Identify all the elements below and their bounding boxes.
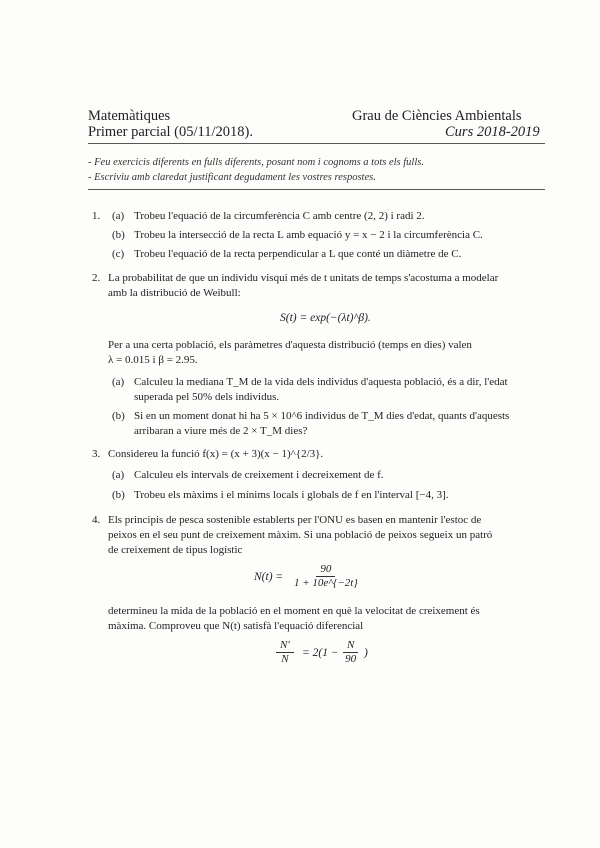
- problem-1c-text: Trobeu l'equació de la recta perpendicular a L que conté un diàmetre de C.: [134, 248, 462, 260]
- header-rule-top: [88, 143, 545, 144]
- problem-2b-line-1: Si en un moment donat hi ha 5 × 10^6 individus de T_M dies d'edat, quants d'aquests: [134, 410, 510, 422]
- ode-lhs-numerator: N′: [276, 639, 294, 653]
- problem-4-intro-line-3: de creixement de tipus logístic: [108, 544, 243, 556]
- problem-3a-label: (a): [112, 469, 125, 481]
- problem-4-intro-line-1: Els principis de pesca sostenible establerts per l'ONU es basen en mantenir l'estoc de: [108, 514, 482, 526]
- degree-title: Grau de Ciències Ambientals: [352, 108, 522, 124]
- ode-inner-numerator: N: [343, 639, 358, 653]
- problem-1c-label: (c): [112, 248, 125, 260]
- ode-close-paren: ): [364, 647, 368, 659]
- problem-2b-label: (b): [112, 410, 125, 422]
- logistic-denominator: 1 + 10e^{−2t}: [294, 577, 358, 589]
- exam-title: Primer parcial (05/11/2018).: [88, 124, 253, 140]
- problem-4-middle-line-2: màxima. Comproveu que N(t) satisfà l'equació diferencial: [108, 620, 364, 632]
- problem-2-intro-line-1: La probabilitat de que un individu visqui més de t unitats de temps s'acostuma a modelar: [108, 272, 499, 284]
- problem-4-middle-line-1: determineu la mida de la població en el moment en què la velocitat de creixement és: [108, 605, 480, 617]
- problem-1a-text: Trobeu l'equació de la circumferència C amb centre (2, 2) i radi 2.: [134, 210, 425, 222]
- problem-2a-line-2: superada pel 50% dels individus.: [134, 391, 280, 403]
- problem-1b-text: Trobeu la intersecció de la recta L amb equació y = x − 2 i la circumferència C.: [134, 229, 483, 241]
- instruction-1: - Feu exercicis diferents en fulls diferents, posant nom i cognoms a tots els fulls.: [88, 157, 424, 168]
- subject-title: Matemàtiques: [88, 108, 171, 124]
- problem-2-number: 2.: [92, 272, 101, 284]
- instruction-2: - Escriviu amb claredat justificant degudament les vostres respostes.: [88, 172, 376, 183]
- course-year: Curs 2018-2019: [445, 124, 540, 140]
- problem-3-intro: Considereu la funció f(x) = (x + 3)(x − 1)^{2/3}.: [108, 448, 324, 460]
- weibull-formula: S(t) = exp(−(λt)^β).: [280, 312, 371, 324]
- problem-2-intro-line-2: amb la distribució de Weibull:: [108, 287, 241, 299]
- header-rule-bottom: [88, 189, 545, 190]
- logistic-lhs: N(t) =: [254, 571, 284, 583]
- problem-4-number: 4.: [92, 514, 101, 526]
- problem-2-params-line-2: λ = 0.015 i β = 2.95.: [108, 354, 198, 366]
- ode-equals: = 2(1 −: [302, 647, 339, 659]
- ode-inner-fraction: [343, 639, 358, 666]
- ode-lhs-fraction: [276, 639, 294, 666]
- problem-1a-label: (a): [112, 210, 125, 222]
- problem-1b-label: (b): [112, 229, 125, 241]
- ode-inner-denominator: 90: [345, 653, 357, 665]
- problem-4-intro-line-2: peixos en el seu punt de creixement màxim. Si una població de peixos segueix un patró: [108, 529, 493, 541]
- logistic-numerator: 90: [316, 563, 335, 577]
- logistic-fraction: [292, 563, 360, 590]
- problem-1-number: 1.: [92, 210, 101, 222]
- problem-3a-text: Calculeu els intervals de creixement i decreixement de f.: [134, 469, 384, 481]
- problem-2a-line-1: Calculeu la mediana T_M de la vida dels individus d'aquesta població, és a dir, l'edat: [134, 376, 508, 388]
- problem-3-number: 3.: [92, 448, 101, 460]
- problem-2-params-line-1: Per a una certa població, els paràmetres d'aquesta distribució (temps en dies) valen: [108, 339, 472, 351]
- problem-2a-label: (a): [112, 376, 125, 388]
- problem-2b-line-2: arribaran a viure més de 2 × T_M dies?: [134, 425, 308, 437]
- ode-lhs-denominator: N: [281, 653, 289, 665]
- problem-3b-label: (b): [112, 489, 125, 501]
- problem-3b-text: Trobeu els màxims i el mínims locals i globals de f en l'interval [−4, 3].: [134, 489, 449, 501]
